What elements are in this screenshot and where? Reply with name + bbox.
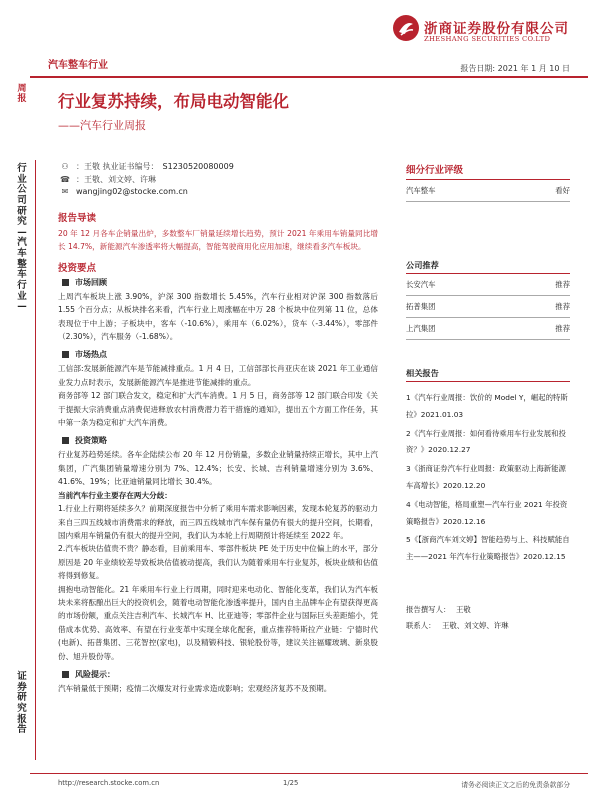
side-divider [35,160,36,760]
related-title: 相关报告 [406,368,439,378]
viewpoint-p5: 拥抱电动智能化。21 年乘用车行业上行周期，同时迎来电动化、智能化变革，我们认为汽车板块未来将酝酿出巨大的投资机会，随着电动智能化渗透率提升，国内自主品牌车企有望获得更高的市场份额，重点关注吉利汽车、长城汽车 H、比亚迪等；零部件企业与国际巨头差距缩小，凭借成本优势、高效率、有望在行业变革中实现全球化配套，重点推荐特斯拉产业链：宁德时代(电新)、拓普集团、三花智控(家电)，以及精锻科技、银轮股份等，建议关注福耀玻璃、新泉股份、旭升股份等。 [58,584,378,661]
contacts-label: ：王敬、刘文婷、许琳 [76,174,156,184]
recommend-row: 拓普集团 推荐 [406,296,570,318]
contact-block [406,602,570,634]
recommend-row: 长安汽车 推荐 [406,274,570,296]
analyst-info [58,161,234,199]
related-item[interactable]: 1《汽车行业周报：饮价的 Model Y，崛起的特斯拉》2021.01.03 [406,393,568,419]
analyst-label: ：王敬 执业证书编号： [76,162,159,171]
viewpoint-heading: 投资策略 [58,435,378,446]
viewpoint-p2: 当前汽车行业主要存在两大分歧： [58,490,172,500]
phone-icon: ☎ [60,174,70,184]
viewpoint-p4: 2.汽车板块估值贵不贵？静态看，目前乘用车、零部件板块 PE 处于历史中位偏上的水平，部分原因是 20 年业绩较差导致板块估值被动提高，我们认为随着乘用车行业复苏，板块业绩和估值将得到修复。 [58,544,378,581]
company-logo [392,14,572,46]
footer-url[interactable]: http://research.stocke.com.cn [58,779,160,787]
square-bullet-icon [62,437,69,444]
contacts-names: 王敬、刘文婷、许琳 [442,620,509,630]
risk-heading: 风险提示： [58,669,378,680]
page-title: 行业复苏持续，布局电动智能化 [58,92,289,111]
market-review-heading: 市场回顾 [58,277,378,288]
page-number: 1/25 [283,779,299,787]
writer-name: 王敬 [456,604,471,614]
market-review-text: 上周汽车板块上涨 3.90%，沪深 300 指数增长 5.45%，汽车行业相对沪深 300 指数落后 1.55 个百分点；从板块排名来看，汽车行业上周涨幅在中万 28 个板块中位列第 11 位，总体表现位于中上游；子板块中，客车（-10.6%），乘用车（6.02%），货车（-3.44%），零部件（2.30%），汽车服务（-1.68%）。 [58,291,378,342]
square-bullet-icon [62,351,69,358]
square-bullet-icon [62,279,69,286]
sidebar [406,162,570,634]
footer-disclaimer: 请务必阅读正文之后的免责条款部分 [461,781,570,789]
hotspot-2: 商务部等 12 部门联合发文，稳定和扩大汽车消费。1 月 5 日，商务部等 12 部门联合印发《关于提振大宗消费重点消费促进释放农村消费潜力若干措施的通知》，提出五个方面工作任务，其中第一条为稳定和扩大汽车消费。 [58,391,378,428]
related-item[interactable]: 5《【浙商汽车刘文婷】智能趋势与上、科技赋能自主——2021 年汽车行业策略报告》2020.12.15 [406,535,570,562]
points-title: 投资要点 [58,262,97,274]
related-list [406,390,570,566]
writer-label: 报告撰写人： [406,604,451,614]
related-item[interactable]: 2《汽车行业周报：如何看待乘用车行业发展和投资？》2020.12.27 [406,428,566,455]
report-date: 报告日期: 2021 年 1 月 10 日 [460,64,570,73]
guide-text: 20 年 12 月各车企销量出炉，多数整车厂销量延续增长趋势，预计 2021 年乘用车销量同比增长 14.7%，新能源汽车渗透率将大幅提高，智能驾驶商用化应用加速，继续看多汽车板块。 [58,229,378,252]
header-divider [30,76,588,78]
recommend-title: 公司推荐 [406,260,439,270]
person-icon: ⚇ [61,162,69,171]
hotspot-1: 工信部:发展新能源汽车是节能减排重点。1 月 4 日，工信部部长肖亚庆在谈 2021 年工业通信业发力点时表示，发展新能源汽车是推进节能减排的重点。 [58,364,378,387]
related-item[interactable]: 4《电动智能，格局重塑—汽车行业 2021 年投资策略报告》2020.12.16 [406,499,568,526]
risk-text: 汽车销量低于预期；疫情二次爆发对行业需求造成影响；宏观经济复苏不及预期。 [58,683,332,693]
viewpoint-p1: 行业复苏趋势延续。各车企陆续公布 20 年 12 月份销量，多数企业销量持续正增长，其中上汽集团，广汽集团销量增速分别为 7%、12.4%；长安、长城、吉利销量增速分别为 3.6%、41.6%、19%；比亚迪销量同比增长 30.4%。 [58,450,378,487]
contacts-label: 联系人： [406,620,436,630]
company-name-cn: 浙商证券股份有限公司 [424,21,569,37]
page-subtitle: ——汽车行业周报 [58,119,146,132]
analyst-email[interactable]: wangjing02@stocke.com.cn [76,187,188,196]
related-item[interactable]: 3《浙商证券汽车行业周报：政策驱动上海新能源车高增长》2020.12.20 [406,464,566,490]
footer-divider [30,773,588,774]
rating-row: 汽车整车 看好 [406,180,570,202]
analyst-cert: S1230520080009 [162,162,234,171]
company-name-en: ZHESHANG SECURITIES CO.LTD [424,35,551,43]
rating-title: 细分行业评级 [406,162,570,180]
recommend-row: 上汽集团 推荐 [406,318,570,340]
main-content [58,210,378,695]
hotspots-heading: 市场热点 [58,349,378,360]
square-bullet-icon [62,671,69,678]
side-label-weekly: 周报 [17,84,27,105]
mail-icon: ✉ [61,187,69,196]
zheshang-logo-icon [392,14,420,42]
side-label-securities: 证券研究报告 [17,671,27,736]
guide-title: 报告导读 [58,213,97,224]
viewpoint-p3: 1.行业上行期将延续多久？前期深度报告中分析了乘用车需求影响因素，发现本轮复苏的驱动力来自三四五线城市消费需求的释放，而三四五线城市汽车保有量仍有很大的提升空间，长期看，国内乘用车销量仍有很大的提升空间，我们认为本轮上行周期预计将延续至 2022 年。 [58,504,378,540]
related-divider [406,381,570,382]
side-label-research: 行业公司研究—汽车整车行业— [17,163,27,313]
header-industry: 汽车整车行业 [48,60,108,71]
